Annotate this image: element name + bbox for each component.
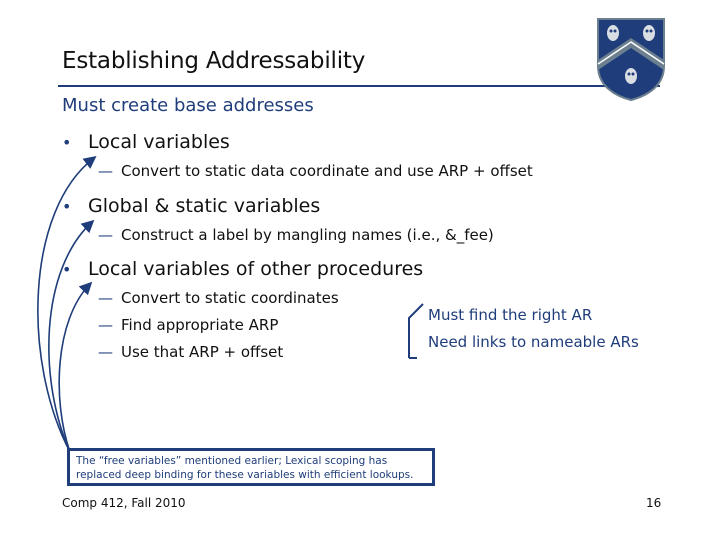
slide-subtitle: Must create base addresses (62, 95, 314, 116)
page-number: 16 (646, 496, 662, 510)
title-divider (58, 85, 660, 87)
bullet-label: Local variables of other procedures (88, 258, 424, 280)
bullet-glyph: • (62, 260, 72, 279)
bullet-local-variables (62, 131, 230, 153)
arrow-to-other-procedures (59, 284, 90, 452)
side-note: Must find the right AR (428, 306, 593, 324)
sub-bullet-text: Convert to static data coordinate and use ARP + offset (121, 162, 533, 180)
sub-bullet (98, 343, 283, 361)
dash-glyph: — (98, 226, 113, 244)
sub-bullet (98, 316, 278, 334)
bullet-label: Global & static variables (88, 195, 321, 217)
arrow-to-global-static (49, 222, 92, 452)
sub-bullet (98, 162, 533, 180)
side-note: Need links to nameable ARs (428, 333, 639, 351)
sub-bullet-text: Construct a label by mangling names (i.e., &_fee) (121, 226, 494, 244)
bracket-icon (405, 302, 425, 360)
sub-bullet (98, 289, 339, 307)
sub-bullet (98, 226, 494, 244)
bullet-glyph: • (62, 197, 72, 216)
dash-glyph: — (98, 162, 113, 180)
sub-bullet-text: Use that ARP + offset (121, 343, 284, 361)
slide-title: Establishing Addressability (62, 48, 366, 74)
dash-glyph: — (98, 289, 113, 307)
bullet-label: Local variables (88, 131, 230, 153)
dash-glyph: — (98, 343, 113, 361)
sub-bullet-text: Convert to static coordinates (121, 289, 339, 307)
dash-glyph: — (98, 316, 113, 334)
footer-course: Comp 412, Fall 2010 (62, 496, 186, 510)
rice-university-shield-logo (595, 16, 667, 102)
callout-box: The “free variables” mentioned earlier; Lexical scoping has replaced deep binding for these variables with efficient lookups. (67, 448, 435, 486)
bullet-glyph: • (62, 133, 72, 152)
bullet-global-static-variables (62, 195, 320, 217)
sub-bullet-text: Find appropriate ARP (121, 316, 279, 334)
bullet-other-procedures (62, 258, 423, 280)
